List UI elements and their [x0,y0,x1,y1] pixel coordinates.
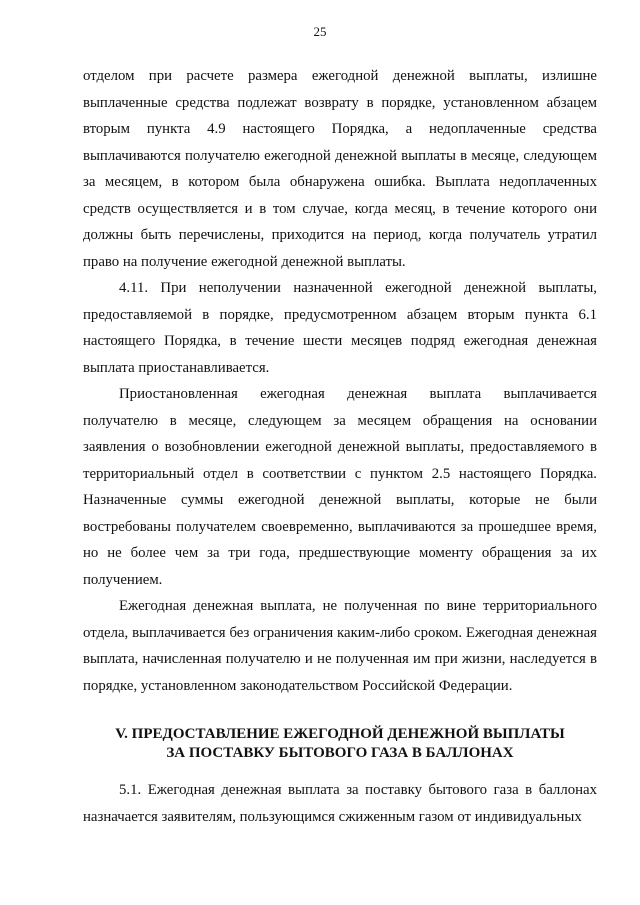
paragraph-continuation: отделом при расчете размера ежегодной денежной выплаты, излишне выплаченные средства подлежат возврату в порядке, установленном абзацем вторым пункта 4.9 настоящего Порядка, а недоплаченные средства выплачиваются получателю ежегодной денежной выплаты в месяце, следующем за месяцем, в котором была обнаружена ошибка. Выплата недоплаченных средств осуществляется и в том случае, когда месяц, в течение которого они должны быть перечислены, приходится на период, когда получатель утратил право на получение ежегодной денежной выплаты. [83,68,597,270]
section-heading [83,725,597,763]
paragraph-5-1: 5.1. Ежегодная денежная выплата за поставку бытового газа в баллонах назначается заявителям, пользующимся сжиженным газом от индивидуальных [83,782,597,825]
section-heading-line-1: V. ПРЕДОСТАВЛЕНИЕ ЕЖЕГОДНОЙ ДЕНЕЖНОЙ ВЫПЛАТЫ [115,726,565,742]
section-heading-line-2: ЗА ПОСТАВКУ БЫТОВОГО ГАЗА В БАЛЛОНАХ [166,745,514,761]
document-body [83,63,597,830]
paragraph-unpaid-payment: Ежегодная денежная выплата, не полученная по вине территориального отдела, выплачивается без ограничения каким-либо сроком. Ежегодная денежная выплата, начисленная получателю и не полученная им при жизни, наследуется в порядке, установленном законодательством Российской Федерации. [83,598,597,694]
paragraph-4-11: 4.11. При неполучении назначенной ежегодной денежной выплаты, предоставляемой в порядке, предусмотренном абзацем вторым пункта 6.1 настоящего Порядка, в течение шести месяцев подряд ежегодная денежная выплата приостанавливается. [83,280,597,376]
page-number: 25 [313,24,327,39]
paragraph-suspended-payment: Приостановленная ежегодная денежная выплата выплачивается получателю в месяце, следующем за месяцем обращения на основании заявления о возобновлении ежегодной денежной выплаты, предоставляемого в территориальный отдел в соответствии с пунктом 2.5 настоящего Порядка. Назначенные суммы ежегодной денежной выплаты, которые не были востребованы получателем своевременно, выплачиваются за прошедшее время, но не более чем за три года, предшествующие моменту обращения за их получением. [83,386,597,588]
